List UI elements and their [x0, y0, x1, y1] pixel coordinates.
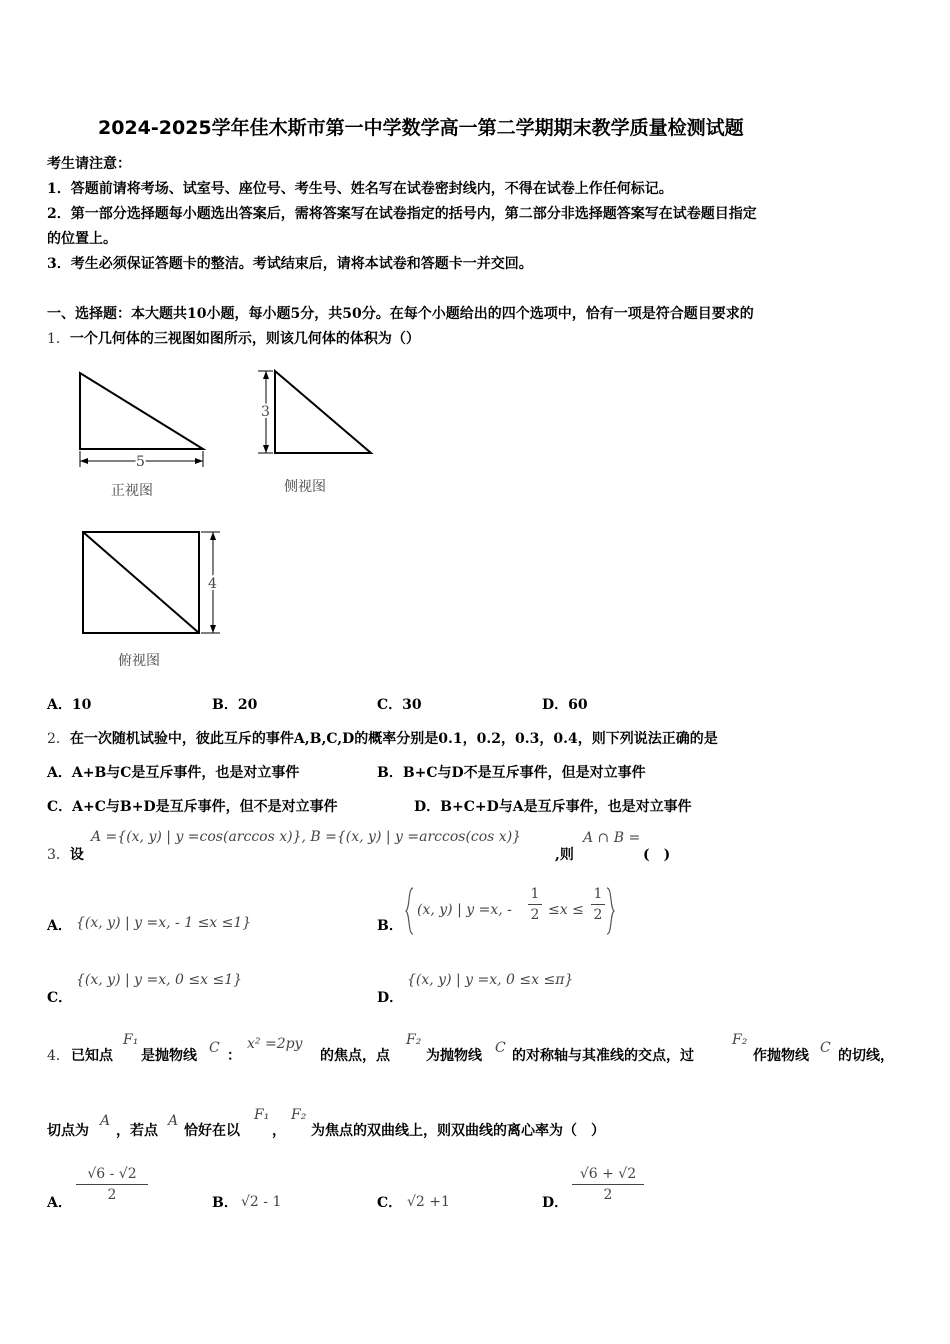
q4-option-d-expr: √6 + √2 2: [572, 1166, 644, 1203]
q4-option-a-expr: √6 - √2 2: [76, 1166, 148, 1203]
notice-item-2-cont: 的位置上。: [47, 231, 117, 247]
question-number: 2．: [47, 731, 70, 747]
top-view: [83, 532, 220, 633]
q4-text-3: ：: [227, 1048, 241, 1064]
q4-text-5: 为抛物线: [426, 1048, 482, 1064]
q2-option-d: D．B+C+D与A是互斥事件，也是对立事件: [414, 799, 692, 815]
q2-option-c: C．A+C与B+D是互斥事件，但不是对立事件: [47, 799, 338, 815]
question-text: 在一次随机试验中，彼此互斥的事件A,B,C,D的概率分别是0.1，0.2，0.3，0.4，则下列说法正确的是: [69, 731, 718, 747]
notice-item-2: 2．第一部分选择题每小题选出答案后，需将答案写在试卷指定的括号内，第二部分非选择题答案写在试卷题目指定: [47, 206, 757, 222]
brace-right: [605, 886, 615, 936]
q3-prefix: 设: [69, 847, 84, 863]
section-heading: 一、选择题：本大题共10小题，每小题5分，共50分。在每个小题给出的四个选项中，恰有一项是符合题目要求的: [47, 306, 754, 322]
f2-symbol: F₂: [732, 1032, 748, 1048]
f2-symbol: F₂: [291, 1107, 307, 1123]
c-symbol: C: [495, 1040, 506, 1056]
q4-text-9: 切点为: [47, 1123, 89, 1139]
q4-text-8: 的切线，: [838, 1048, 894, 1064]
q4-option-b-label: B．: [212, 1195, 238, 1211]
q3-option-b-expr: [405, 886, 625, 936]
side-dim-label: 3: [261, 404, 270, 420]
top-view-label: 俯视图: [118, 653, 160, 669]
q3-option-a-label: A．: [47, 918, 72, 934]
q4-text-7: 作抛物线: [753, 1048, 809, 1064]
q1-option-b: B．20: [212, 697, 258, 713]
q4-text-13: 为焦点的双曲线上，则双曲线的离心率为（ ）: [311, 1123, 605, 1139]
brace-left: [405, 886, 415, 936]
q4-option-b-expr: √2 - 1: [241, 1194, 282, 1210]
q3-option-b-frac1: 1 2: [528, 886, 542, 923]
f1-symbol: F₁: [254, 1107, 270, 1123]
q1-option-c: C．30: [377, 697, 422, 713]
q4-option-c-label: C．: [377, 1195, 403, 1211]
parabola-equation: x² =2py: [247, 1036, 303, 1052]
q4-option-d-label: D．: [542, 1195, 569, 1211]
q4-text-2: 是抛物线: [141, 1048, 197, 1064]
front-view: [80, 373, 203, 467]
f2-symbol: F₂: [406, 1032, 422, 1048]
q3-blank: ( ): [643, 847, 671, 863]
c-symbol: C: [209, 1040, 220, 1056]
q4-text-11: 恰好在以: [184, 1123, 240, 1139]
question-number: 1．: [47, 331, 70, 347]
q3-option-b-label: B．: [377, 918, 403, 934]
notice-item-3: 3．考生必须保证答题卡的整洁。考试结束后，请将本试卷和答题卡一并交回。: [47, 256, 533, 272]
q4-option-c-expr: √2 +1: [407, 1194, 450, 1210]
q4-text-4: 的焦点，点: [320, 1048, 390, 1064]
q4-text-1: 已知点: [71, 1048, 113, 1064]
q3-option-d-label: D．: [377, 990, 404, 1006]
q4-number: 4．: [47, 1048, 70, 1064]
f1-symbol: F₁: [123, 1032, 139, 1048]
q3-option-a-expr: {(x, y) | y =x, - 1 ≤x ≤1}: [76, 915, 252, 931]
q3-mid-text: ,则: [555, 847, 574, 863]
front-view-label: 正视图: [111, 483, 153, 499]
q1-option-d: D．60: [542, 697, 588, 713]
q3-option-c-expr: {(x, y) | y =x, 0 ≤x ≤1}: [76, 972, 243, 988]
q3-set-expression: A ={(x, y) | y =cos(arccos x)}, B ={(x, y) | y =arccos(cos x)}: [91, 829, 522, 845]
q2-option-a: A．A+B与C是互斥事件，也是对立事件: [47, 765, 300, 781]
side-view: [258, 371, 371, 453]
three-view-figure: [40, 355, 400, 680]
q3-option-b-frac2: 1 2: [591, 886, 605, 923]
front-dim-label: 5: [136, 454, 145, 470]
side-view-label: 侧视图: [284, 479, 326, 495]
question-2: [47, 728, 718, 748]
q4-text-10: ，若点: [116, 1123, 158, 1139]
q3-option-d-expr: {(x, y) | y =x, 0 ≤x ≤π}: [407, 972, 574, 988]
q2-option-b: B．B+C与D不是互斥事件，但是对立事件: [377, 765, 646, 781]
exam-title: 2024-2025学年佳木斯市第一中学数学高一第二学期期末教学质量检测试题: [98, 117, 744, 139]
q3-option-b-expr-pre: (x, y) | y =x, -: [417, 902, 512, 918]
a-symbol: A: [168, 1113, 179, 1129]
q1-option-a: A．10: [47, 697, 92, 713]
q4-option-a-label: A．: [47, 1195, 72, 1211]
question-1: [47, 328, 420, 348]
top-dim-label: 4: [208, 576, 217, 592]
q3-intersection: A ∩ B =: [583, 830, 641, 846]
notice-item-1: 1．答题前请将考场、试室号、座位号、考生号、姓名写在试卷密封线内，不得在试卷上作任何标记。: [47, 181, 673, 197]
notice-heading: 考生请注意：: [47, 156, 131, 172]
question-text: 一个几何体的三视图如图所示，则该几何体的体积为（）: [69, 331, 420, 347]
q4-text-12: ，: [272, 1123, 286, 1139]
q3-option-b-expr-mid: ≤x ≤: [548, 902, 584, 918]
q3-option-c-label: C．: [47, 990, 73, 1006]
c-symbol: C: [820, 1040, 831, 1056]
q4-text-6: 的对称轴与其准线的交点，过: [512, 1048, 694, 1064]
a-symbol: A: [100, 1113, 111, 1129]
q3-number: 3．设: [47, 847, 84, 863]
